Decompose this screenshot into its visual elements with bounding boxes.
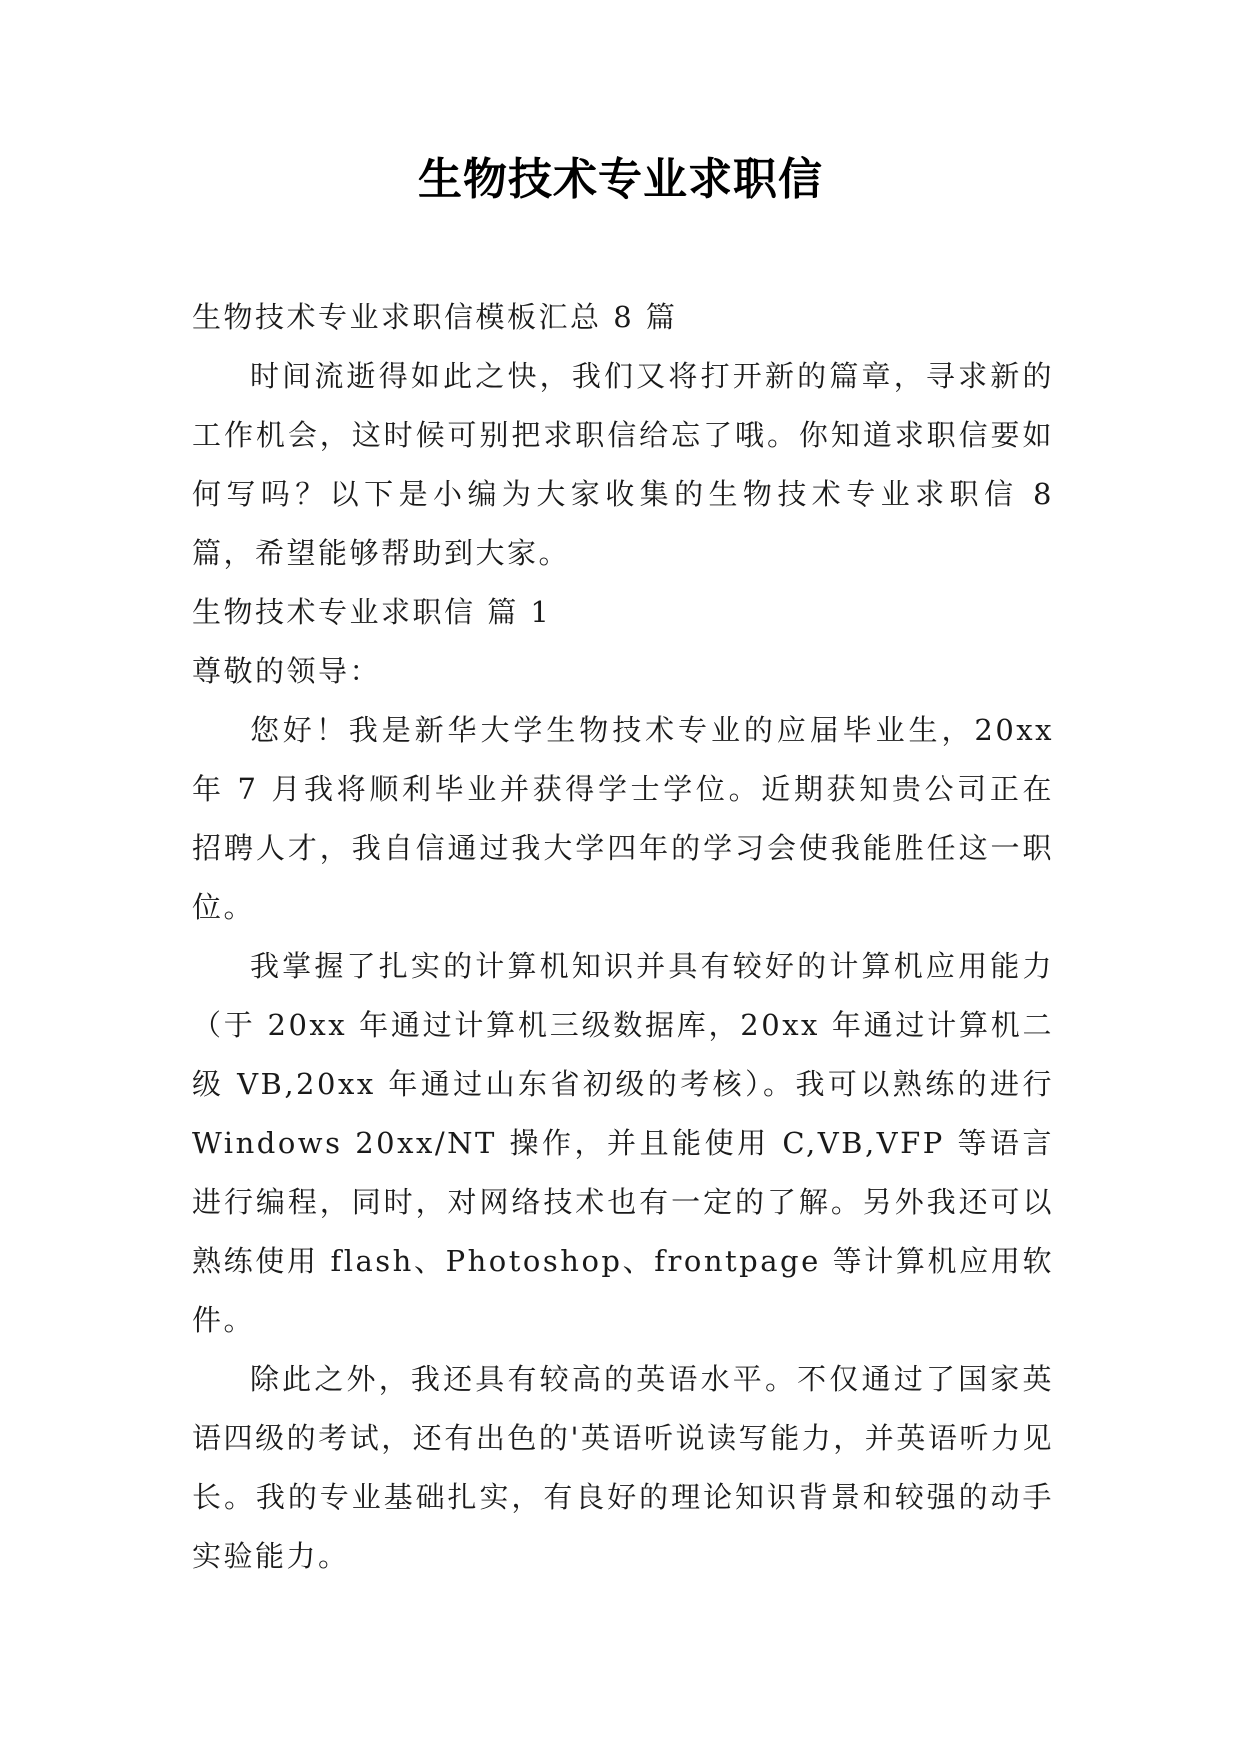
document-title: 生物技术专业求职信 bbox=[418, 154, 823, 205]
letter-paragraph-computer-skills: 我掌握了扎实的计算机知识并具有较好的计算机应用能力（于 20xx 年通过计算机三级数据库，20xx 年通过计算机二级 VB,20xx 年通过山东省初级的考核）。我可以熟练的进行 Windows 20xx/NT 操作，并且能使用 C,VB,VFP 等语言进行编程，同时，对网络技术也有一定的了解。另外我还可以熟练使用 flash、Photoshop、frontpage 等计算机应用软件。 bbox=[192, 949, 1054, 1337]
section-heading: 生物技术专业求职信 篇 1 bbox=[192, 595, 552, 629]
intro-paragraph: 时间流逝得如此之快，我们又将打开新的篇章，寻求新的工作机会，这时候可别把求职信给忘了哦。你知道求职信要如何写吗？以下是小编为大家收集的生物技术专业求职信 8 篇，希望能够帮助到大家。 bbox=[192, 359, 1054, 570]
salutation: 尊敬的领导： bbox=[192, 654, 382, 688]
document-body bbox=[192, 288, 1054, 1586]
letter-paragraph-english-skills: 除此之外，我还具有较高的英语水平。不仅通过了国家英语四级的考试，还有出色的'英语听说读写能力，并英语听力见长。我的专业基础扎实，有良好的理论知识背景和较强的动手实验能力。 bbox=[192, 1362, 1054, 1573]
subtitle-line: 生物技术专业求职信模板汇总 8 篇 bbox=[192, 300, 678, 334]
letter-paragraph-greeting: 您好！我是新华大学生物技术专业的应届毕业生，20xx年 7 月我将顺利毕业并获得学士学位。近期获知贵公司正在招聘人才，我自信通过我大学四年的学习会使我能胜任这一职位。 bbox=[192, 713, 1054, 924]
